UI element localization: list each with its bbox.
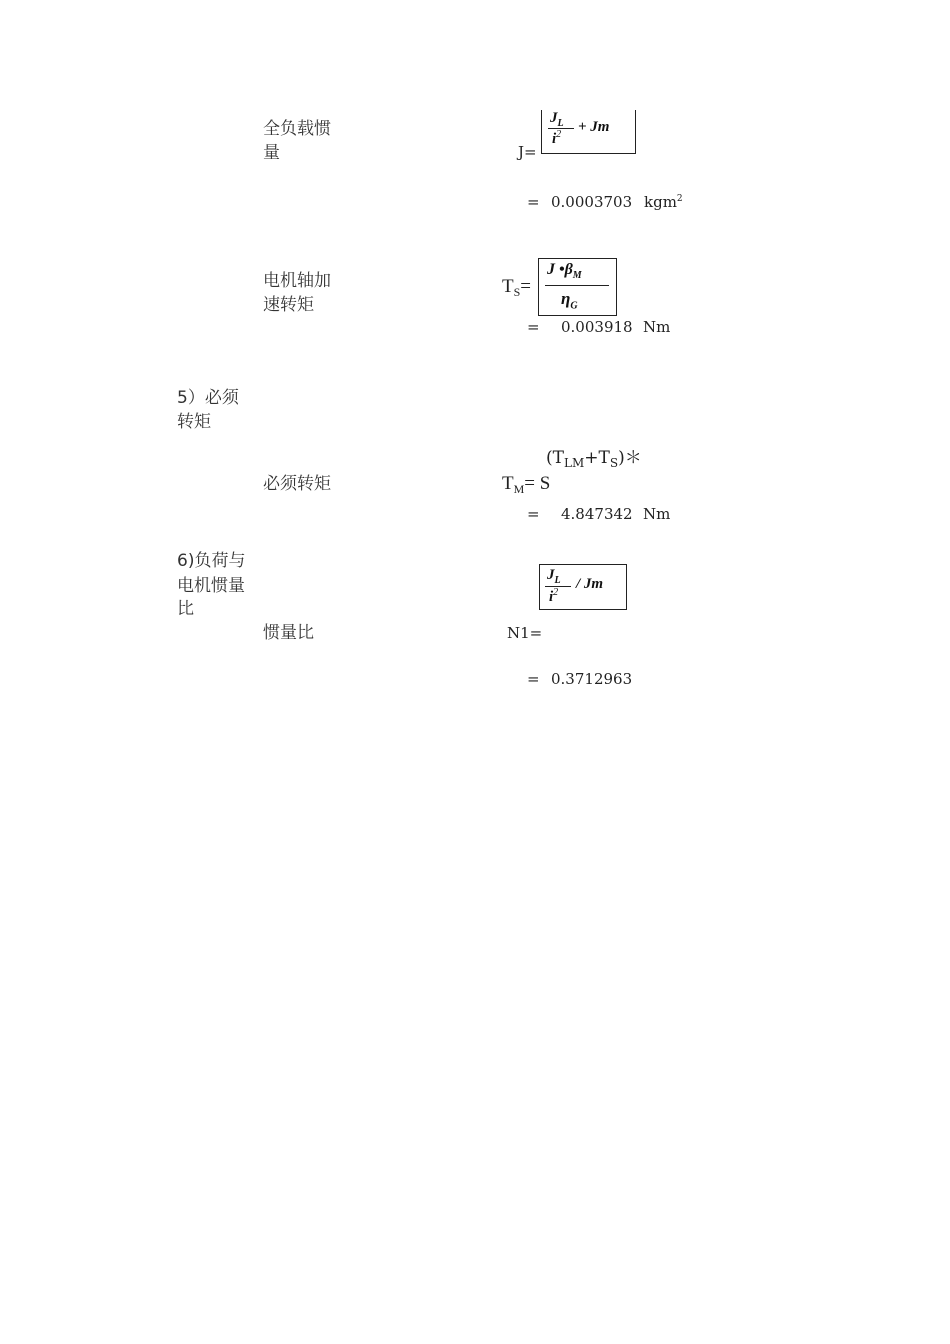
section6-formula-div-jm: / Jm [576,576,604,592]
inertia-formula-lhs: J= [518,143,537,161]
section6-heading-line1: 6)负荷与 [177,551,246,571]
accel-torque-formula-denominator: $\eta_G$ [561,289,578,312]
section6-formula-denominator: $i^2$ [549,587,559,605]
section6-formula-box [539,564,627,610]
section6-formula-numerator: $J_L$ [547,567,561,586]
accel-torque-fraction-line [545,285,609,286]
inertia-formula-numerator: $J_L$ [550,110,564,129]
section6-label: 惯量比 [263,623,314,643]
section5-result-value: 4.847342 [561,505,633,523]
inertia-label-line1: 全负载惯 [263,119,331,139]
inertia-result-unit: kgm$^2$ [644,193,683,211]
section5-label: 必须转矩 [263,474,331,494]
inertia-formula-denominator: $i^2$ [552,129,562,147]
accel-torque-label-line2: 速转矩 [263,295,314,315]
section5-formula-top: $(T_{LM}+T_S)*$ [546,448,642,470]
inertia-formula-box [541,110,636,154]
section5-heading-line1: 5）必须 [177,388,239,408]
section5-result-unit: Nm [643,505,671,523]
inertia-label-line2: 量 [263,143,280,163]
accel-torque-result-unit: Nm [643,318,671,336]
section5-result-eq: = [527,505,540,523]
accel-torque-result-eq: = [527,318,540,336]
section6-formula-lhs: N1= [507,624,543,642]
section6-result-value: 0.3712963 [551,670,633,688]
accel-torque-result-value: 0.003918 [561,318,633,336]
accel-torque-formula-box [538,258,617,316]
accel-torque-formula-numerator: J $•\beta_M$ [547,261,582,282]
inertia-result-value: 0.0003703 [551,193,633,211]
section6-result-eq: = [527,670,540,688]
accel-torque-formula-lhs: $T_S=$ [502,276,532,299]
accel-torque-label-line1: 电机轴加 [263,271,331,291]
section5-heading-line2: 转矩 [177,412,211,432]
section6-heading-line3: 比 [177,599,194,619]
section6-heading-line2: 电机惯量 [177,576,245,596]
inertia-formula-plus-jm: + Jm [578,119,610,135]
inertia-result-eq: = [527,193,540,211]
section5-formula-lhs: $T_M= S$ [502,473,551,496]
